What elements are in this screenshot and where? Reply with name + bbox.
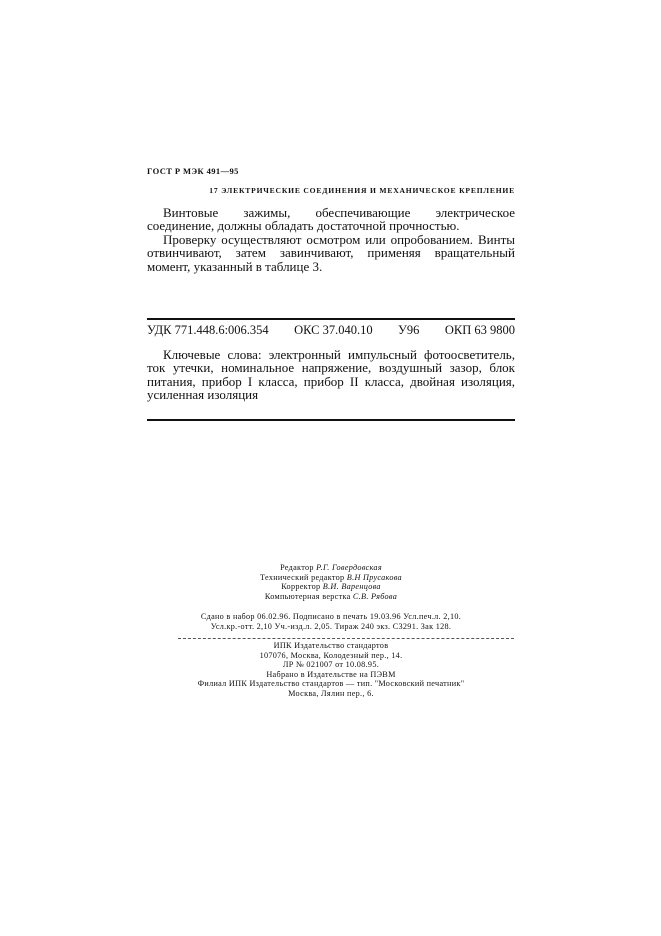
okp-code: ОКП 63 9800 (444, 323, 515, 337)
paragraph: Проверку осуществляют осмотром или опробованием. Винты отвинчивают, затем завинчивают, применяя вращательный момент, указанный в таблице 3. (147, 231, 515, 274)
publisher-info (147, 641, 515, 699)
standard-header: ГОСТ Р МЭК 491—95 (147, 166, 239, 176)
credits (147, 563, 515, 601)
paragraph: Винтовые зажимы, обеспечивающие электрическое соединение, должны обладать достаточной прочностью. (147, 205, 515, 234)
u-code: У96 (398, 323, 420, 337)
publisher-line: 107076, Москва, Колодезный пер., 14. (259, 650, 403, 660)
publisher-line: ЛР № 021007 от 10.08.95. (282, 660, 380, 670)
credit-line: Компьютерная верстка С.В. Рябова (264, 591, 398, 601)
credit-line: Технический редактор В.Н Прусакова (260, 572, 402, 582)
print-line: Усл.кр.-отт. 2,10 Уч.-изд.л. 2,05. Тираж 240 экз. С3291. Зак 128. (210, 621, 452, 631)
credit-line: Корректор В.И. Варенцова (281, 582, 381, 592)
dashed-divider (178, 638, 514, 639)
section-body (147, 206, 515, 273)
oks-code: ОКС 37.040.10 (294, 323, 373, 337)
section-title: 17 ЭЛЕКТРИЧЕСКИЕ СОЕДИНЕНИЯ И МЕХАНИЧЕСКОЕ КРЕПЛЕНИЕ (209, 186, 515, 195)
udk-code: УДК 771.448.6:006.354 (147, 323, 269, 337)
publisher-line: Москва, Лялин пер., 6. (288, 688, 374, 698)
print-line: Сдано в набор 06.02.96. Подписано в печать 19.03.96 Усл.печ.л. 2,10. (200, 612, 462, 621)
divider (147, 419, 515, 421)
classification-codes (147, 323, 515, 338)
keywords-text: Ключевые слова: электронный импульсный фотоосветитель, ток утечки, номинальное напряжение, воздушный зазор, блок питания, прибор I класса, прибор II класса, двойная изоляция, усиленная изоляция (147, 347, 515, 403)
print-info (147, 612, 515, 631)
keywords (147, 348, 515, 402)
credit-line: Редактор Р.Г. Говердовская (280, 563, 382, 572)
publisher-line: Филиал ИПК Издательство стандартов — тип. "Московский печатник" (197, 679, 465, 689)
divider (147, 318, 515, 320)
publisher-line: ИПК Издательство стандартов (273, 641, 389, 650)
publisher-line: Набрано в Издательстве на ПЭВМ (266, 669, 396, 679)
